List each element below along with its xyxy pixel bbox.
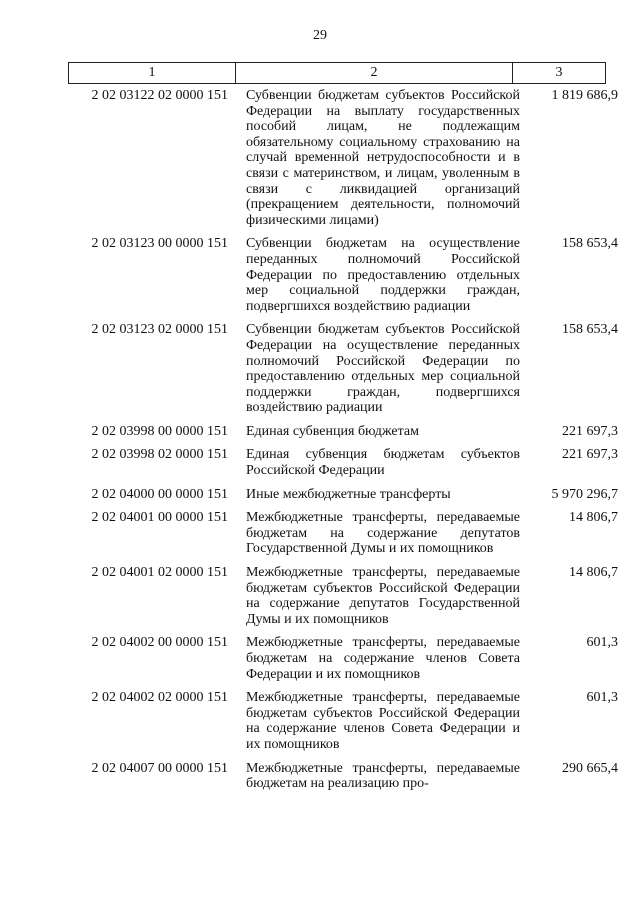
header-col-code: 1	[69, 63, 236, 84]
row-code: 2 02 04007 00 0000 151	[91, 760, 228, 776]
table-row	[68, 510, 624, 565]
row-amount: 1 819 686,9	[551, 88, 618, 103]
row-amount: 601,3	[586, 635, 618, 651]
row-amount: 221 697,3	[562, 447, 618, 463]
row-amount: 221 697,3	[562, 423, 618, 439]
header-col-name: 2	[236, 63, 513, 84]
table-row	[68, 322, 624, 424]
budget-table	[68, 88, 624, 800]
header-col-amount: 3	[513, 63, 606, 84]
row-name: Межбюджетные трансферты, передаваемые бюджетам на содержание депутатов Государственной Думы и их помощников	[246, 510, 520, 557]
row-code: 2 02 03123 02 0000 151	[91, 322, 228, 338]
table-row	[68, 761, 624, 800]
row-code: 2 02 04001 00 0000 151	[91, 510, 228, 526]
row-name: Субвенции бюджетам субъектов Российской Федерации на осуществление переданных полномочий Российской Федерации по предоставлению отдельных мер социальной поддержки граждан, подвергшихся воздействию радиации	[246, 322, 520, 416]
row-name: Межбюджетные трансферты, передаваемые бюджетам на содержание членов Совета Федерации и их помощников	[246, 635, 520, 682]
table-row	[68, 690, 624, 760]
row-amount: 601,3	[586, 690, 618, 706]
row-amount: 290 665,4	[562, 760, 618, 776]
row-name: Иные межбюджетные трансферты	[246, 486, 451, 502]
row-name: Межбюджетные трансферты, передаваемые бюджетам на реализацию про-	[246, 760, 520, 792]
row-amount: 14 806,7	[569, 510, 618, 526]
table-row	[68, 236, 624, 322]
table-header	[68, 62, 606, 84]
row-name: Межбюджетные трансферты, передаваемые бюджетам субъектов Российской Федерации на содержание депутатов Государственной Думы и их помощников	[246, 565, 520, 627]
row-code: 2 02 04002 02 0000 151	[91, 690, 228, 706]
row-amount: 158 653,4	[562, 236, 618, 252]
row-amount: 5 970 296,7	[551, 486, 618, 502]
table-row	[68, 635, 624, 690]
table-row	[68, 88, 624, 236]
row-code: 2 02 04001 02 0000 151	[91, 565, 228, 581]
page-number: 29	[313, 28, 327, 43]
row-name: Межбюджетные трансферты, передаваемые бюджетам субъектов Российской Федерации на содержание членов Совета Федерации и их помощников	[246, 690, 520, 752]
row-amount: 158 653,4	[562, 322, 618, 338]
row-amount: 14 806,7	[569, 565, 618, 581]
row-code: 2 02 03998 00 0000 151	[91, 423, 228, 439]
row-code: 2 02 03123 00 0000 151	[91, 236, 228, 252]
header-row	[69, 63, 606, 84]
row-code: 2 02 03122 02 0000 151	[91, 88, 228, 103]
row-name: Единая субвенция бюджетам	[246, 423, 419, 439]
row-name: Субвенции бюджетам субъектов Российской Федерации на выплату государственных пособий лицам, не подлежащим обязательному социальному страхованию на случай временной нетрудоспособности и в связи с материнством, и лицам, уволенным в связи с ликвидацией организаций (прекращением деятельности, полномочий физическими лицами)	[246, 88, 520, 228]
table-row	[68, 447, 624, 486]
row-code: 2 02 04000 00 0000 151	[91, 486, 228, 502]
row-code: 2 02 03998 02 0000 151	[91, 447, 228, 463]
budget-table-body	[68, 88, 624, 800]
row-name: Субвенции бюджетам на осуществление переданных полномочий Российской Федерации по предоставлению отдельных мер социальной поддержки граждан, подвергшихся воздействию радиации	[246, 236, 520, 314]
row-name: Единая субвенция бюджетам субъектов Российской Федерации	[246, 447, 520, 479]
table-row	[68, 487, 624, 511]
row-code: 2 02 04002 00 0000 151	[91, 635, 228, 651]
table-row	[68, 565, 624, 635]
table-row	[68, 424, 624, 448]
